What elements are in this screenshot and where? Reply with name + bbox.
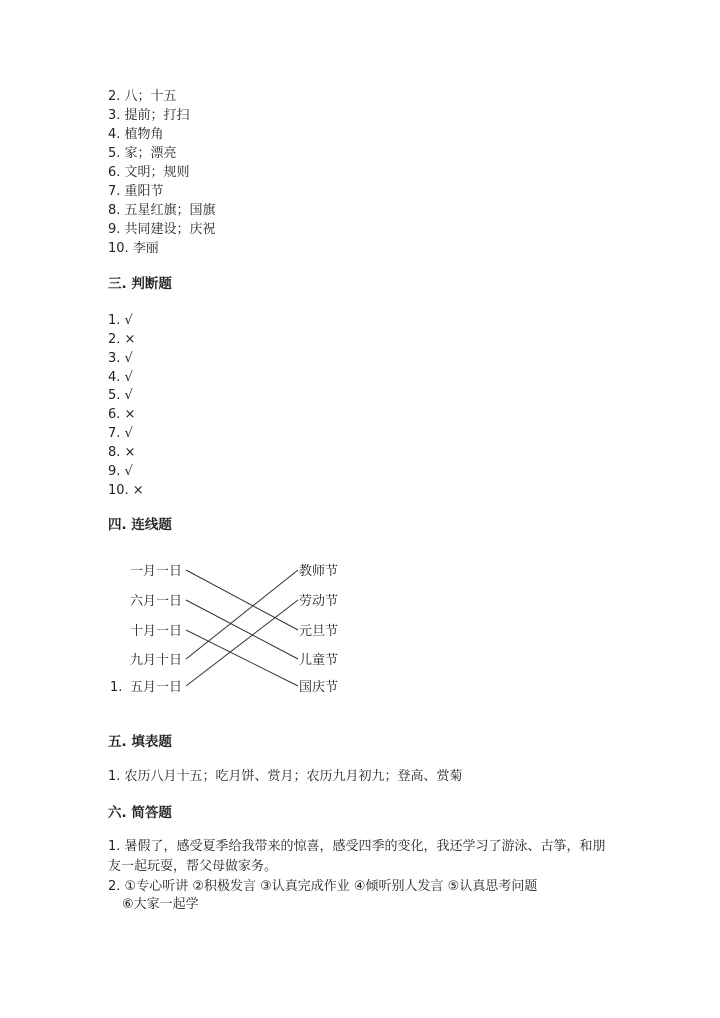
section-title-matching: 四. 连线题: [108, 517, 172, 533]
connection-line: [186, 570, 298, 659]
answer-line: 6. 文明；规则: [108, 165, 190, 180]
answer-line: 10. 李丽: [108, 241, 159, 256]
judgment-answer: 8. ×: [108, 445, 136, 460]
answer-line: 4. 植物角: [108, 127, 164, 142]
connection-line: [186, 630, 298, 686]
judgment-answer: 6. ×: [108, 407, 136, 422]
date-label: 六月一日: [130, 594, 183, 609]
festival-label: 儿童节: [299, 653, 339, 668]
judgment-answer: 5. √: [108, 388, 133, 403]
festival-label: 元旦节: [299, 624, 339, 639]
festival-label: 国庆节: [299, 680, 339, 695]
matching-diagram: [100, 560, 360, 710]
date-column: [130, 564, 182, 695]
answer-line: 8. 五星红旗；国旗: [108, 203, 216, 218]
date-label: 九月十日: [130, 653, 183, 668]
judgment-answer: 7. √: [108, 426, 133, 441]
connection-line: [186, 600, 298, 686]
short-answer-2-line2: ⑥大家一起学: [122, 897, 199, 912]
item-number: 1.: [110, 680, 123, 695]
festival-column: [299, 563, 338, 695]
section-title-short-answer: 六. 简答题: [108, 805, 172, 821]
answer-line: 3. 提前；打扫: [108, 108, 190, 123]
answer-line: 5. 家；漂亮: [108, 146, 177, 161]
date-label: 十月一日: [130, 624, 183, 639]
judgment-answer: 2. ×: [108, 332, 136, 347]
fill-table-answer: 1. 农历八月十五；吃月饼、赏月；农历九月初九；登高、赏菊: [108, 769, 463, 784]
judgment-answer: 4. √: [108, 370, 133, 385]
date-label: 五月一日: [130, 680, 183, 695]
short-answer-2-line1: 2. ①专心听讲 ②积极发言 ③认真完成作业 ④倾听别人发言 ⑤认真思考问题: [108, 879, 538, 894]
short-answer-1: 1. 暑假了，感受夏季给我带来的惊喜，感受四季的变化，我还学习了游泳、古筝，和朋友一起玩耍，帮父母做家务。: [108, 839, 606, 874]
festival-label: 劳动节: [299, 594, 339, 609]
judgment-answer: 9. √: [108, 464, 133, 479]
judgment-answer: 10. ×: [108, 483, 144, 498]
section-title-fill-table: 五. 填表题: [108, 734, 172, 750]
judgment-answer: 1. √: [108, 313, 133, 328]
connection-line: [186, 570, 298, 630]
connection-lines: [186, 570, 298, 686]
date-label: 一月一日: [130, 564, 183, 579]
section-title-judgment: 三. 判断题: [108, 276, 172, 292]
answer-line: 2. 八；十五: [108, 89, 177, 104]
judgment-answer: 3. √: [108, 351, 133, 366]
connection-line: [186, 600, 298, 659]
answer-line: 9. 共同建设；庆祝: [108, 222, 216, 237]
festival-label: 教师节: [299, 564, 339, 579]
answer-line: 7. 重阳节: [108, 184, 164, 199]
